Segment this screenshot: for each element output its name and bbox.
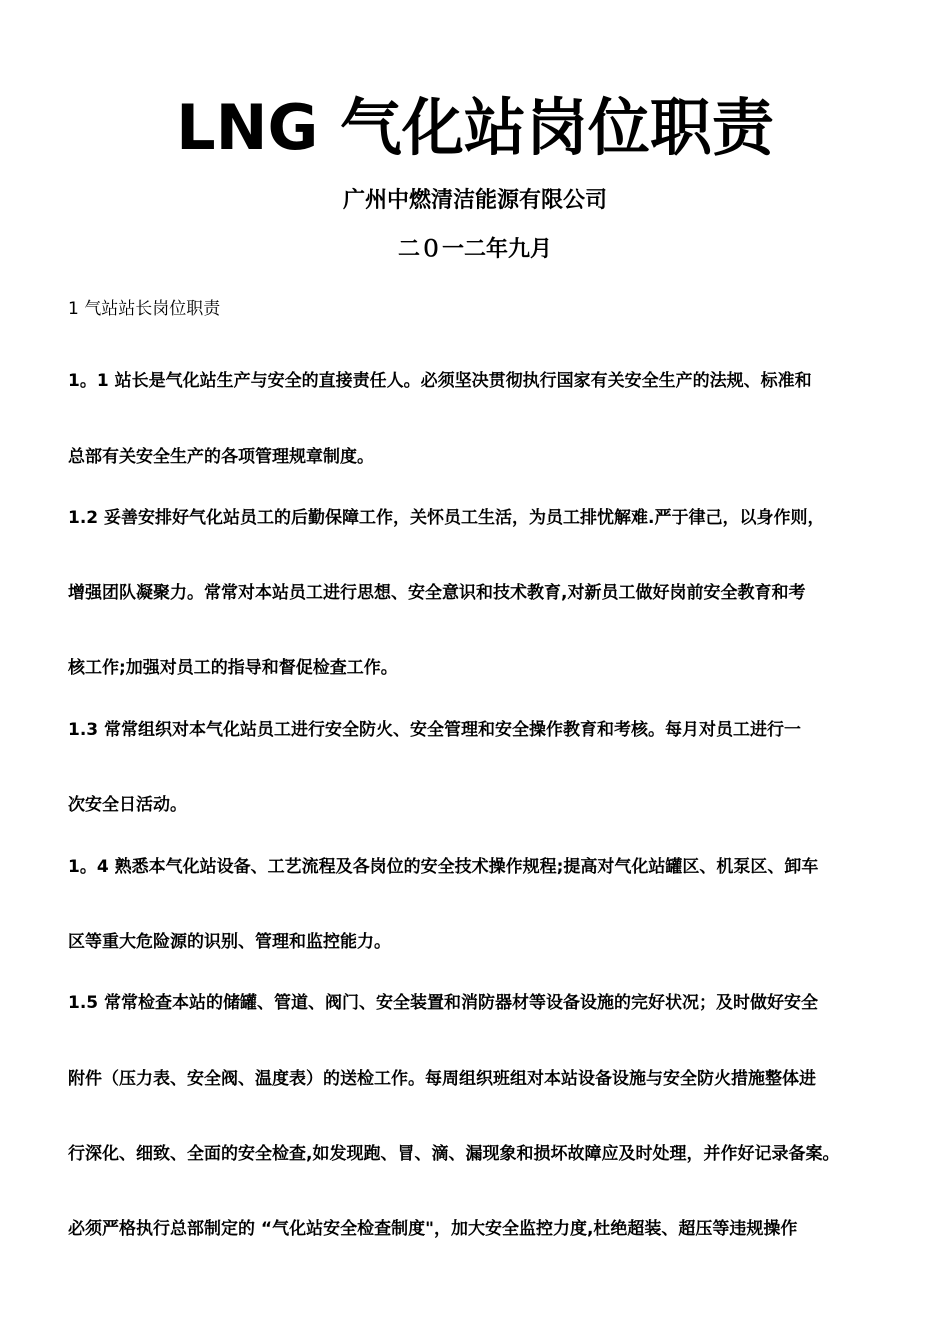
paragraph-line: 区等重大危险源的识别、管理和监控能力。	[68, 932, 391, 952]
paragraph-line: 必须严格执行总部制定的 “气化站安全检查制度"，加大安全监控力度,杜绝超装、超压等违规操作	[68, 1219, 798, 1239]
document-title: LNG 气化站岗位职责	[176, 91, 774, 164]
paragraph-line: 1.3 常常组织对本气化站员工进行安全防火、安全管理和安全操作教育和考核。每月对员工进行一	[68, 720, 802, 740]
section-heading: 1 气站站长岗位职责	[68, 299, 221, 319]
paragraph-line: 1.2 妥善安排好气化站员工的后勤保障工作，关怀员工生活，为员工排忧解难.严于律己，以身作则，	[68, 508, 825, 528]
paragraph-line: 1。1 站长是气化站生产与安全的直接责任人。必须坚决贯彻执行国家有关安全生产的法规、标准和	[68, 371, 812, 391]
company-name: 广州中燃清洁能源有限公司	[342, 188, 607, 213]
paragraph-line: 核工作;加强对员工的指导和督促检查工作。	[68, 658, 398, 678]
paragraph-line: 次安全日活动。	[68, 795, 187, 815]
paragraph-line: 附件（压力表、安全阀、温度表）的送检工作。每周组织班组对本站设备设施与安全防火措施整体进	[68, 1069, 816, 1089]
paragraph-line: 行深化、细致、全面的安全检查,如发现跑、冒、滴、漏现象和损坏故障应及时处理，并作好记录备案。	[68, 1144, 840, 1164]
document-date: 二０一二年九月	[397, 237, 552, 262]
paragraph-line: 1。4 熟悉本气化站设备、工艺流程及各岗位的安全技术操作规程;提高对气化站罐区、机泵区、卸车	[68, 857, 819, 877]
paragraph-line: 增强团队凝聚力。常常对本站员工进行思想、安全意识和技术教育,对新员工做好岗前安全教育和考	[68, 583, 806, 603]
paragraph-line: 1.5 常常检查本站的储罐、管道、阀门、安全装置和消防器材等设备设施的完好状况；及时做好安全	[68, 993, 819, 1013]
paragraph-line: 总部有关安全生产的各项管理规章制度。	[68, 447, 374, 467]
